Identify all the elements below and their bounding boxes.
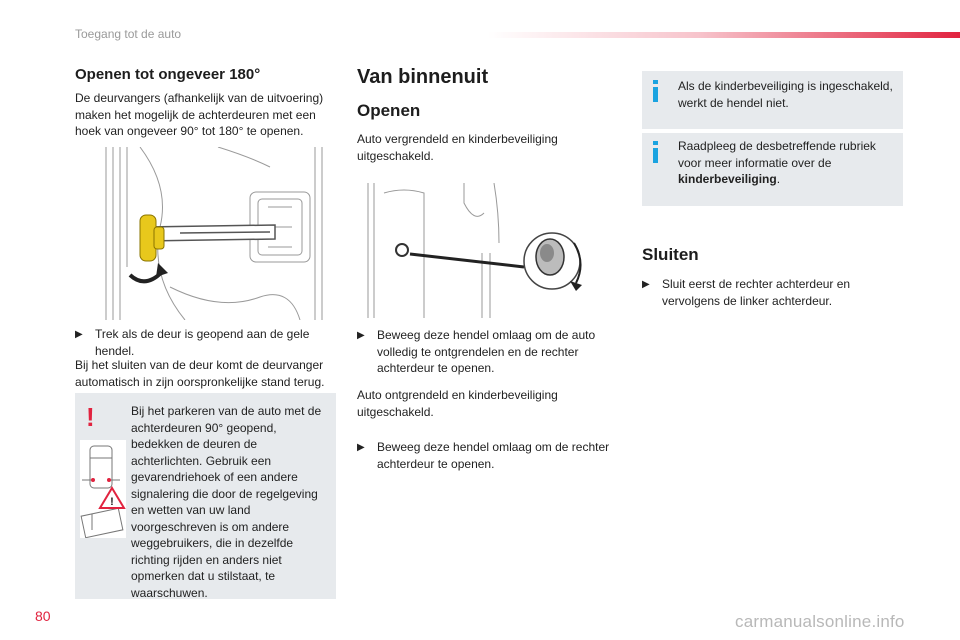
header-accent-bar (488, 32, 960, 38)
bullet-close-doors: ▶ Sluit eerst de rechter achterdeur en vervolgens de linker achterdeur. (642, 277, 851, 308)
door-closing-note: Bij het sluiten van de deur komt de deurvanger automatisch in zijn oorspronkelijke stand terug. (75, 358, 325, 389)
subheading-close: Sluiten (642, 245, 699, 264)
bullet-lever-open-right: ▶ Beweeg deze hendel omlaag om de rechter achterdeur te openen. (357, 440, 610, 471)
section-heading-open-180: Openen tot ongeveer 180° (75, 66, 261, 83)
bullet-lever-unlock: ▶ Beweeg deze hendel omlaag om de auto volledig te ontgrendelen en de rechter achterdeur te openen. (357, 328, 596, 375)
bullet-arrow-icon: ▶ (642, 279, 650, 290)
bullet-arrow-icon: ▶ (357, 330, 365, 341)
page-number: 80 (35, 608, 51, 624)
chapter-title: Toegang tot de auto (75, 27, 182, 41)
info-icon (652, 80, 660, 107)
info-icon (652, 141, 660, 168)
door-check-illustration (100, 147, 327, 320)
svg-text:!: ! (110, 496, 114, 508)
section-title-from-inside: Van binnenuit (357, 66, 489, 88)
bullet-arrow-icon: ▶ (357, 442, 365, 453)
bullet-arrow-icon: ▶ (75, 329, 83, 340)
hazard-triangle-illustration (80, 440, 126, 538)
watermark: carmanualsonline.info (735, 612, 905, 631)
interior-lever-illustration (364, 183, 601, 318)
subheading-open: Openen (357, 101, 421, 120)
condition-unlocked-paragraph: Auto ontgrendeld en kinderbeveiliging uitgeschakeld. (357, 388, 558, 419)
warning-text: Bij het parkeren van de auto met de achterdeuren 90° geopend, bedekken de deuren de achterlichten. Gebruik een gevarendriehoek of een andere signalering die door de regelgeving en wetten van uw land voorgeschreven is om andere weggebruikers, die in dezelfde richting rijden en anders niet opmerken dat u stilstaat, te waarschuwen. (131, 404, 322, 600)
intro-paragraph: De deurvangers (afhankelijk van de uitvoering) maken het mogelijk de achterdeuren met een hoek van ongeveer 90° tot 180° te openen. (75, 91, 324, 138)
exclamation-icon: ! (86, 402, 95, 432)
condition-locked-paragraph: Auto vergrendeld en kinderbeveiliging uitgeschakeld. (357, 132, 558, 163)
info-child-lock-text: Als de kinderbeveiliging is ingeschakeld, werkt de hendel niet. (678, 79, 893, 110)
info-see-section-text: Raadpleeg de desbetreffende rubriek voor meer informatie over de kinderbeveiliging. (678, 139, 876, 186)
bullet-pull-lever: ▶ Trek als de deur is geopend aan de gele hendel. (75, 327, 310, 358)
